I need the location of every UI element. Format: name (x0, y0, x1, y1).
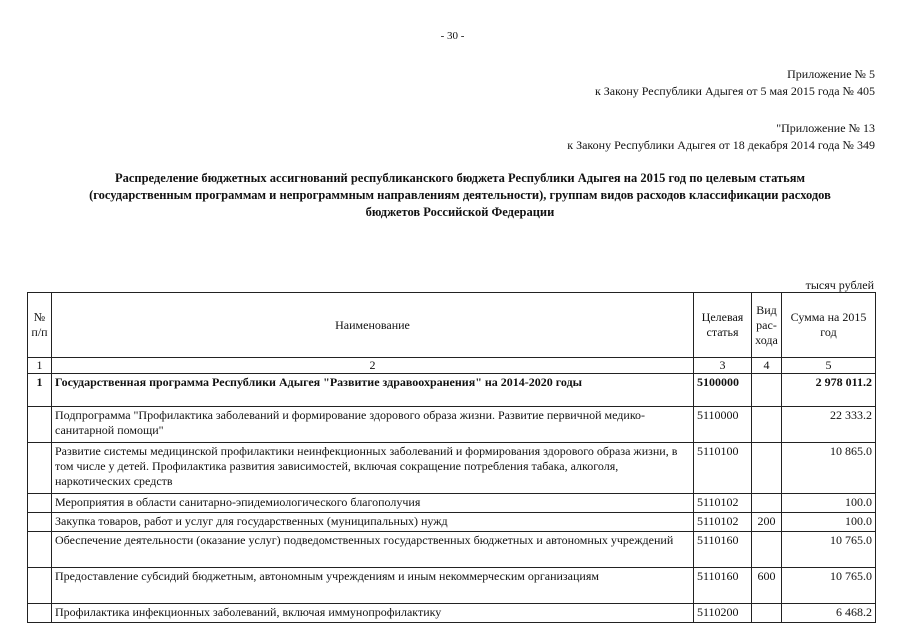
page-number: - 30 - (440, 30, 465, 42)
table-row (28, 532, 876, 568)
row-num (28, 407, 52, 443)
row-vid (752, 494, 782, 513)
row-sum: 100.0 (782, 513, 876, 532)
row-sum: 22 333.2 (782, 407, 876, 443)
row-code: 5110200 (694, 604, 752, 623)
row-sum: 10 865.0 (782, 443, 876, 494)
row-num (28, 604, 52, 623)
header-num: № п/п (28, 293, 52, 358)
budget-table (27, 292, 876, 623)
row-num (28, 568, 52, 604)
column-number: 3 (694, 358, 752, 374)
row-code: 5110100 (694, 443, 752, 494)
table-row (28, 443, 876, 494)
row-vid (752, 407, 782, 443)
appendix-5-block (595, 66, 875, 100)
column-number: 4 (752, 358, 782, 374)
row-vid (752, 443, 782, 494)
row-code: 5110160 (694, 532, 752, 568)
row-code: 5110160 (694, 568, 752, 604)
column-number: 5 (782, 358, 876, 374)
row-name: Мероприятия в области санитарно-эпидемиологического благополучия (52, 494, 694, 513)
row-sum: 10 765.0 (782, 532, 876, 568)
row-name: Государственная программа Республики Адыгея "Развитие здравоохранения" на 2014-2020 годы (52, 374, 694, 407)
row-sum: 10 765.0 (782, 568, 876, 604)
row-name: Профилактика инфекционных заболеваний, включая иммунопрофилактику (52, 604, 694, 623)
row-vid (752, 532, 782, 568)
row-name: Обеспечение деятельности (оказание услуг) подведомственных государственных бюджетных и автономных учреждений (52, 532, 694, 568)
row-num (28, 494, 52, 513)
column-number: 2 (52, 358, 694, 374)
table-header-row (28, 293, 876, 358)
row-code: 5100000 (694, 374, 752, 407)
row-num (28, 513, 52, 532)
table-row (28, 494, 876, 513)
header-code: Целевая статья (694, 293, 752, 358)
column-number: 1 (28, 358, 52, 374)
row-vid: 600 (752, 568, 782, 604)
header-vid: Вид рас-хода (752, 293, 782, 358)
row-code: 5110102 (694, 513, 752, 532)
row-num (28, 443, 52, 494)
appendix-13-title: "Приложение № 13 (776, 121, 875, 135)
row-code: 5110000 (694, 407, 752, 443)
row-vid (752, 374, 782, 407)
table-row (28, 407, 876, 443)
row-name: Предоставление субсидий бюджетным, автономным учреждениям и иным некоммерческим организациям (52, 568, 694, 604)
row-sum: 6 468.2 (782, 604, 876, 623)
row-sum: 2 978 011.2 (782, 374, 876, 407)
document-title: Распределение бюджетных ассигнований республиканского бюджета Республики Адыгея на 2015 год по целевым статьям (государственным программам и непрограммным направлениям деятельности), группам видов расходов классификации расходов бюджетов Российской Федерации (89, 171, 831, 219)
row-code: 5110102 (694, 494, 752, 513)
appendix-13-law: к Закону Республики Адыгея от 18 декабря 2014 года № 349 (567, 138, 875, 152)
row-vid: 200 (752, 513, 782, 532)
row-vid (752, 604, 782, 623)
table-row (28, 513, 876, 532)
table-row (28, 568, 876, 604)
row-sum: 100.0 (782, 494, 876, 513)
appendix-13-block (567, 120, 875, 154)
row-name: Развитие системы медицинской профилактики неинфекционных заболеваний и формирования здорового образа жизни, в том числе у детей. Профилактика развития зависимостей, включая сокращение потребления табака, алкоголя, наркотических средств (52, 443, 694, 494)
table-row (28, 374, 876, 407)
appendix-5-title: Приложение № 5 (787, 67, 875, 81)
table-row (28, 604, 876, 623)
units-label: тысяч рублей (805, 278, 874, 292)
header-name: Наименование (52, 293, 694, 358)
row-name: Закупка товаров, работ и услуг для государственных (муниципальных) нужд (52, 513, 694, 532)
header-sum: Сумма на 2015 год (782, 293, 876, 358)
column-number-row (28, 358, 876, 374)
row-num (28, 532, 52, 568)
appendix-5-law: к Закону Республики Адыгея от 5 мая 2015 года № 405 (594, 84, 875, 98)
row-name: Подпрограмма "Профилактика заболеваний и формирование здорового образа жизни. Развитие первичной медико-санитарной помощи" (52, 407, 694, 443)
row-num: 1 (28, 374, 52, 407)
